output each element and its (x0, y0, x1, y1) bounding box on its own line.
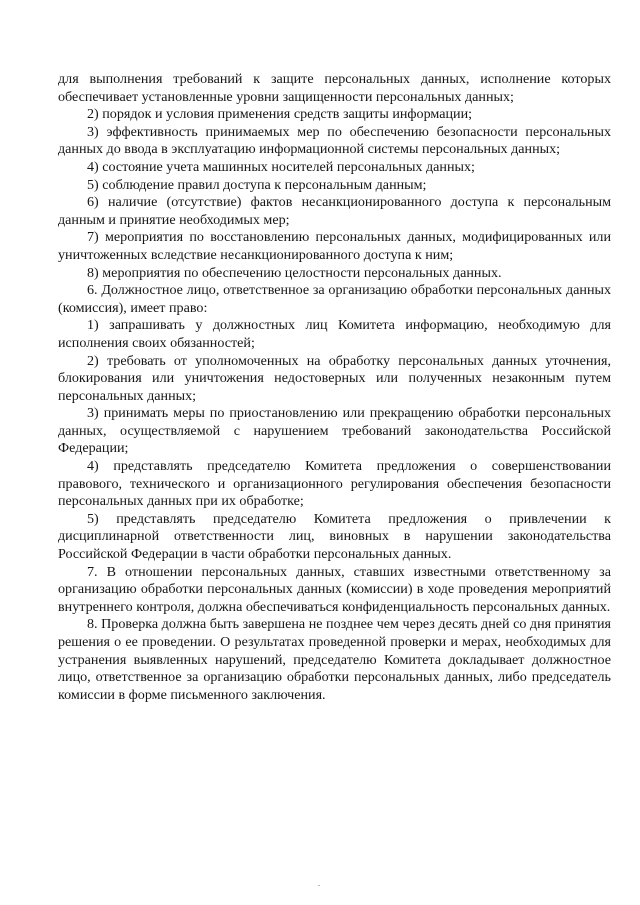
paragraph-section-6: 6. Должностное лицо, ответственное за организацию обработки персональных данных (комиссия), имеет право: (58, 282, 611, 316)
paragraph-item-4: 4) состояние учета машинных носителей персональных данных; (87, 158, 475, 175)
paragraph-right-3: 3) принимать меры по приостановлению или прекращению обработки персональных данных, осуществляемой с нарушением требований законодательства Российской Федерации; (58, 405, 611, 457)
paragraph-item-5: 5) соблюдение правил доступа к персональным данным; (87, 176, 427, 193)
paragraph-right-2: 2) требовать от уполномоченных на обработку персональных данных уточнения, блокирования или уничтожения недостоверных или полученных незаконным путем персональных данных; (58, 352, 611, 404)
paragraph-item-8: 8) мероприятия по обеспечению целостности персональных данных. (87, 264, 502, 281)
paragraph-section-8: 8. Проверка должна быть завершена не позднее чем через десять дней со дня принятия решения о ее проведении. О результатах проведенной проверки и мерах, необходимых для устранения выявленных нарушений, председателю Комитета докладывает должностное лицо, ответственное за организацию обработки персональных данных, либо председатель комиссии в форме письменного заключения. (58, 616, 611, 703)
paragraph-item-3: 3) эффективность принимаемых мер по обеспечению безопасности персональных данных до ввода в эксплуатацию информационной системы персональных данных; (58, 123, 611, 158)
paragraph-item-6: 6) наличие (отсутствие) фактов несанкционированного доступа к персональным данным и принятие необходимых мер; (58, 194, 611, 228)
paragraph-item-2: 2) порядок и условия применения средств защиты информации; (87, 106, 473, 123)
paragraph-right-4: 4) представлять председателю Комитета предложения о совершенствовании правового, технического и организационного регулирования обеспечения безопасности персональных данных при их обработке; (58, 458, 611, 510)
scan-speck (318, 885, 320, 886)
paragraph-item-7: 7) мероприятия по восстановлению персональных данных, модифицированных или уничтоженных вследствие несанкционированного доступа к ним; (58, 229, 611, 263)
paragraph-section-7: 7. В отношении персональных данных, ставших известными ответственному за организацию обработки персональных данных (комиссии) в ходе проведения мероприятий внутреннего контроля, должна обеспечиваться конфиденциальность персональных данных. (58, 563, 611, 615)
document-body (58, 71, 611, 704)
paragraph-right-1: 1) запрашивать у должностных лиц Комитета информацию, необходимую для исполнения своих обязанностей; (58, 317, 611, 351)
paragraph-right-5: 5) представлять председателю Комитета предложения о привлечении к дисциплинарной ответственности лиц, виновных в нарушении законодательства Российской Федерации в части обработки персональных данных. (58, 510, 611, 563)
paragraph-continuation: для выполнения требований к защите персональных данных, исполнение которых обеспечивает установленные уровни защищенности персональных данных; (58, 71, 611, 105)
